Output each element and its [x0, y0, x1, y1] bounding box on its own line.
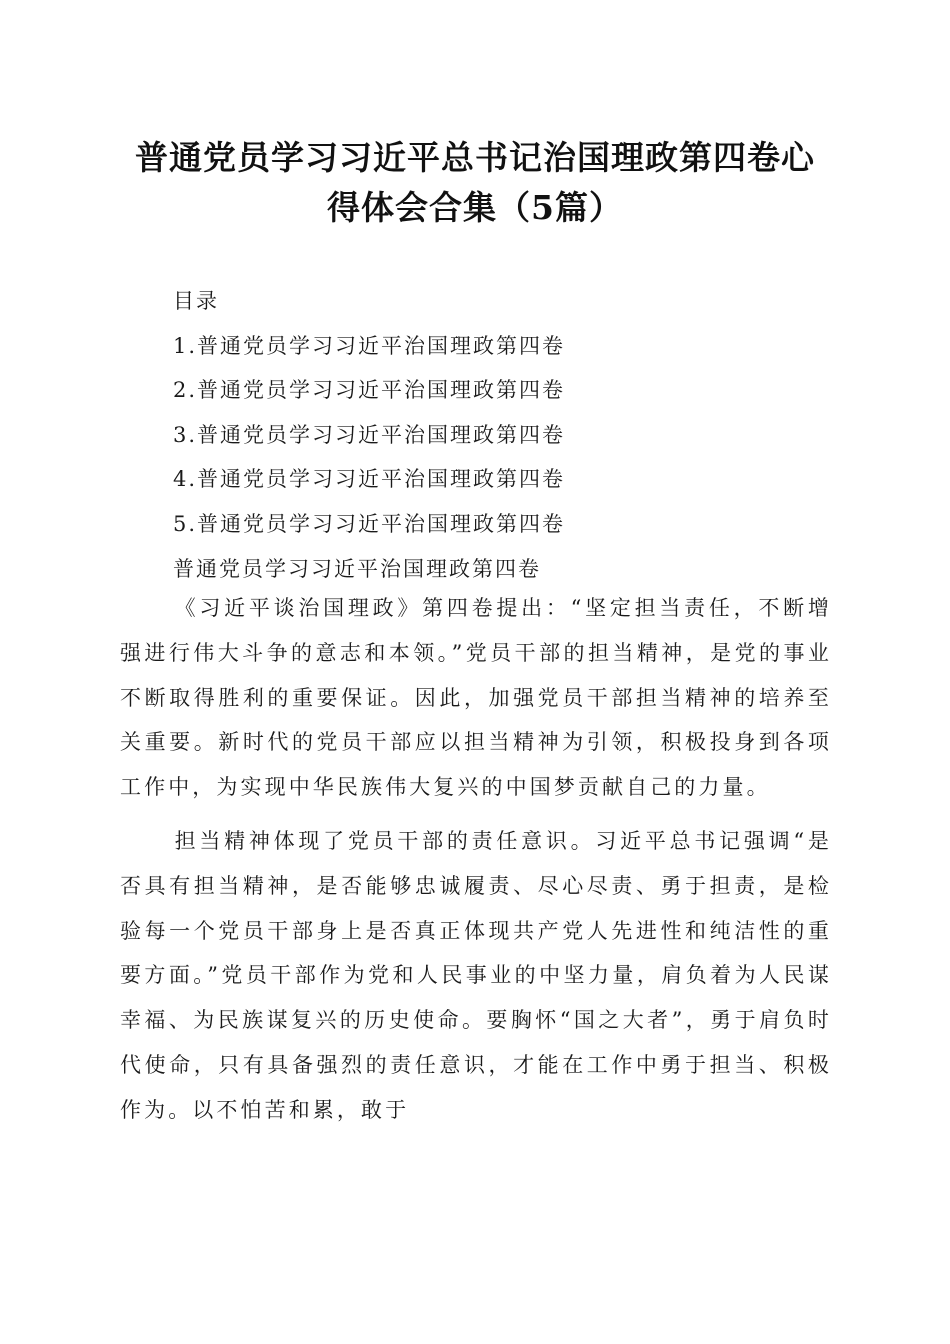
toc-item-4[interactable]: 4.普通党员学习习近平治国理政第四卷 — [173, 467, 566, 492]
table-of-contents — [173, 279, 565, 591]
paragraph-2: 担当精神体现了党员干部的责任意识。习近平总书记强调“是否具有担当精神，是否能够忠诚履责、尽心尽责、勇于担责，是检验每一个党员干部身上是否真正体现共产党人先进性和纯洁性的重要方面。”党员干部作为党和人民事业的中坚力量，肩负着为人民谋幸福、为民族谋复兴的历史使命。要胸怀“国之大者”，勇于肩负时代使命，只有具备强烈的责任意识，才能在工作中勇于担当、积极作为。以不怕苦和累，敢于 — [120, 828, 832, 1122]
document-title — [100, 133, 850, 233]
toc-item-3[interactable]: 3.普通党员学习习近平治国理政第四卷 — [173, 422, 566, 447]
toc-item-5[interactable]: 5.普通党员学习习近平治国理政第四卷 — [173, 511, 566, 536]
toc-heading: 目录 — [173, 289, 219, 313]
title-line-2: 得体会合集（5篇） — [327, 188, 623, 227]
paragraph-1: 《习近平谈治国理政》第四卷提出：“坚定担当责任，不断增强进行伟大斗争的意志和本领。”党员干部的担当精神，是党的事业不断取得胜利的重要保证。因此，加强党员干部担当精神的培养至关重要。新时代的党员干部应以担当精神为引领，积极投身到各项工作中，为实现中华民族伟大复兴的中国梦贡献自己的力量。 — [120, 596, 832, 800]
toc-item-2[interactable]: 2.普通党员学习习近平治国理政第四卷 — [173, 378, 566, 403]
section-title: 普通党员学习习近平治国理政第四卷 — [173, 556, 541, 581]
body-text — [120, 586, 832, 1133]
toc-item-1[interactable]: 1.普通党员学习习近平治国理政第四卷 — [173, 333, 566, 358]
title-line-1: 普通党员学习习近平总书记治国理政第四卷心 — [135, 138, 815, 177]
